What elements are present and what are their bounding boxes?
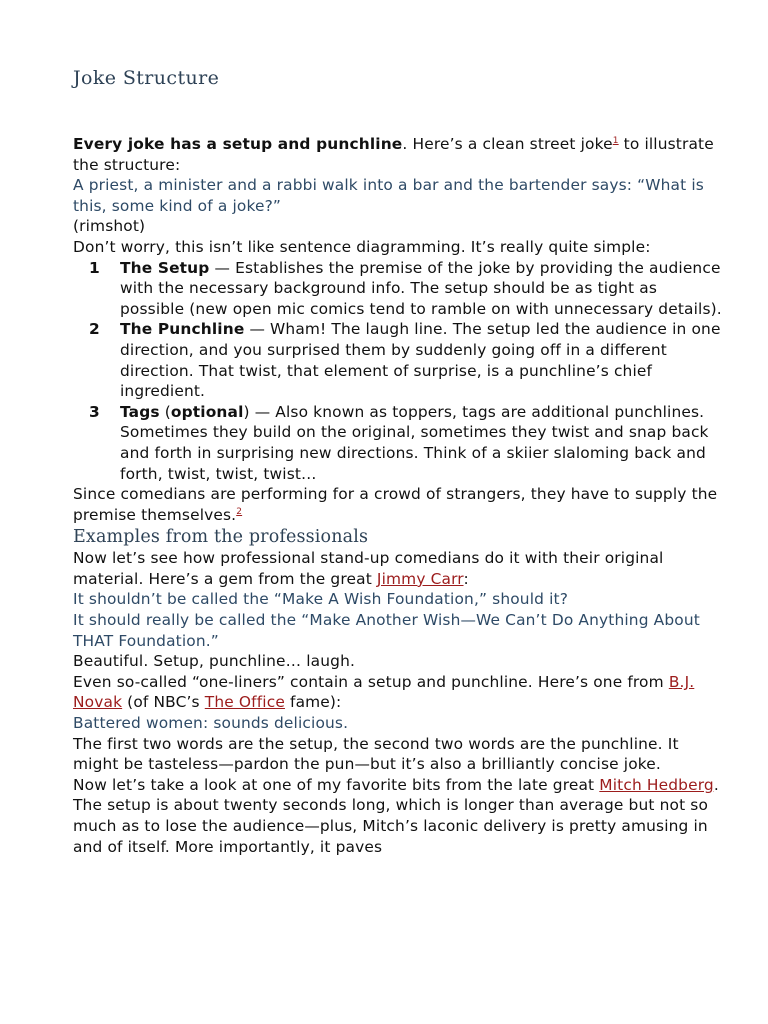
link-bj-novak[interactable]: B.J. Novak: [73, 672, 695, 712]
one-liners-paragraph: [73, 672, 723, 713]
step-paren-close: ): [243, 402, 250, 421]
intro-paragraph: [73, 134, 723, 175]
link-mitch-hedberg[interactable]: Mitch Hedberg: [599, 775, 714, 794]
step-label-tags: Tags: [120, 402, 160, 421]
since-paragraph: [73, 484, 723, 525]
carr-quote-2: It should really be called the “Make Another Wish—We Can’t Do Anything About THAT Foundation.”: [73, 611, 700, 650]
pro-intro-text: Now let’s see how professional stand-up comedians do it with their original material. Here’s a gem from the great: [73, 549, 664, 588]
step-text-tags: — Also known as toppers, tags are additional punchlines. Sometimes they build on the original, sometimes they twist and snap back and forth in surprising new directions. Think of a skiier slaloming back and forth, twist, twist, twist…: [120, 402, 709, 483]
pro-intro-end: :: [463, 569, 469, 588]
link-jimmy-carr[interactable]: Jimmy Carr: [376, 569, 464, 588]
one-liners-mid: (of NBC’s: [122, 693, 205, 712]
pro-intro-paragraph: [73, 548, 723, 589]
intro-bold-lead: Every joke has a setup and punchline: [73, 135, 403, 153]
section-heading: Examples from the professionals: [73, 527, 369, 548]
step-paren-open: (: [159, 402, 171, 421]
intro-text-a: . Here’s a clean street joke: [402, 135, 613, 153]
link-the-office[interactable]: The Office: [204, 693, 285, 712]
dont-worry-paragraph: Don’t worry, this isn’t like sentence diagramming. It’s really quite simple:: [73, 237, 651, 256]
since-text: Since comedians are performing for a crowd of strangers, they have to supply the premise themselves.: [73, 485, 718, 524]
step-label-setup: The Setup: [120, 258, 210, 277]
list-number: 1: [89, 258, 100, 277]
list-item-setup: [73, 258, 723, 320]
list-number: 2: [89, 320, 100, 339]
joke-quote: A priest, a minister and a rabbi walk into a bar and the bartender says: “What is this, some kind of a joke?”: [73, 176, 704, 215]
beautiful-text: Beautiful. Setup, punchline… laugh.: [73, 652, 356, 671]
list-number: 3: [89, 402, 100, 421]
intro-text-b: to illustrate the structure:: [73, 135, 714, 174]
hedberg-text: Now let’s take a look at one of my favorite bits from the late great: [73, 775, 600, 794]
step-label-optional: optional: [170, 402, 244, 421]
page-title: Joke Structure: [73, 67, 220, 89]
rimshot-text: (rimshot): [73, 217, 146, 236]
joke-structure-list: [73, 258, 723, 485]
one-liners-end: fame):: [284, 693, 342, 712]
one-liners-text: Even so-called “one-liners” contain a setup and punchline. Here’s one from: [73, 672, 669, 691]
step-label-punchline: The Punchline: [120, 320, 245, 339]
list-item-tags: [73, 402, 723, 484]
hedberg-paragraph: [73, 775, 723, 796]
step-text-punchline: — Wham! The laugh line. The setup led the audience in one direction, and you surprised them by suddenly going off in a different direction. That twist, that element of surprise, is a punchline’s chief ingredient.: [120, 320, 721, 401]
document-body: [73, 134, 723, 857]
step-text-setup: — Establishes the premise of the joke by providing the audience with the necessary background info. The setup should be as tight as possible (new open mic comics tend to ramble on with unnecessary details).: [120, 258, 722, 318]
footnote-link-2[interactable]: 2: [236, 506, 243, 517]
carr-quote-1: It shouldn’t be called the “Make A Wish Foundation,” should it?: [73, 590, 569, 609]
novak-quote: Battered women: sounds delicious.: [73, 714, 349, 733]
hedberg-end: .: [713, 775, 719, 794]
list-item-punchline: [73, 319, 723, 401]
setup-long-paragraph: The setup is about twenty seconds long, which is longer than average but not so much as to lose the audience—plus, Mitch’s laconic delivery is pretty amusing in and of itself. More importantly, it paves: [73, 796, 709, 856]
footnote-link-1[interactable]: 1: [612, 135, 619, 146]
first-two-paragraph: The first two words are the setup, the second two words are the punchline. It might be tasteless—pardon the pun—but it’s also a brilliantly concise joke.: [73, 734, 679, 774]
